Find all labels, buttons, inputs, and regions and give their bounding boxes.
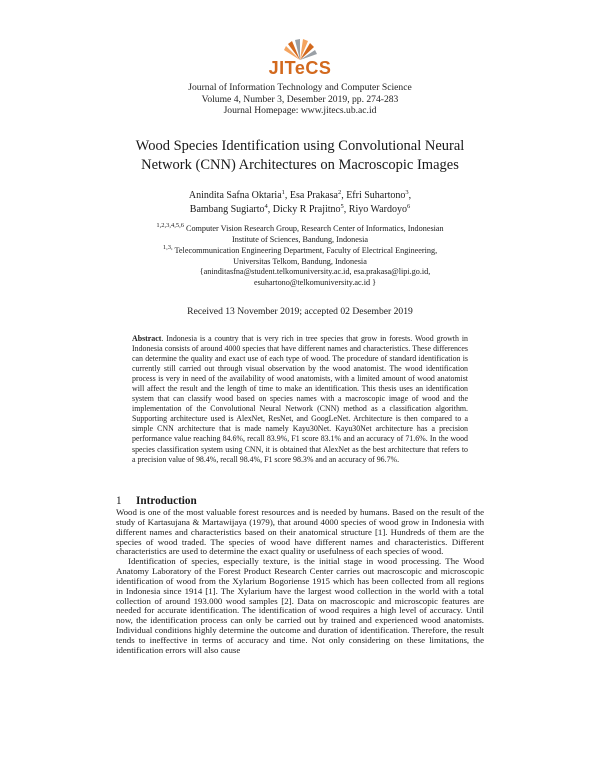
author-list: [150, 189, 450, 217]
author-3: , Efri Suhartono: [341, 190, 406, 201]
paper-title: [90, 137, 510, 175]
paragraph-1: Wood is one of the most valuable forest resources and is needed by humans. Based on the result of the study of Kartasujana & Martawijaya (1979), that around 4000 species of wood grow in Indonesia with different names and characteristics based on their anatomical structure [1]. Hundreds of them are the species of wood traded. The species of wood have different names and characteristics. Different characteristics are used to determine the exact quality or usefulness of each species of wood.: [116, 507, 484, 557]
author-5: , Dicky R Prajitno: [267, 204, 341, 215]
author-1: Anindita Safna Oktaria: [188, 190, 282, 201]
journal-volume: Volume 4, Number 3, Desember 2019, pp. 274-283: [201, 93, 399, 105]
affiliation-1-text: Computer Vision Research Group, Research Center of Informatics, Indonesian Institute of Sciences, Bandung, Indonesia: [183, 224, 444, 244]
journal-homepage: Journal Homepage: www.jitecs.ub.ac.id: [223, 105, 377, 116]
abstract-text: . Indonesia is a country that is very rich in tree species that grow in forests. Wood growth in Indonesia consists of around 4000 species that have different names and characteristics. These differences can determine the quality and exact use of each type of wood. The procedure of standard identification is currently still carried out through visual observation by the wood anatomist. The wood identification process is very in need of the availability of wood anatomists, with a limited amount of wood anatomist will affect the result and the length of time to make an identification. This thesis uses an identification system that can classify wood based on species names with a macroscopic image of wood and the implementation of the Convolutional Neural Network (CNN) method as a classification algorithm. Supporting architecture used is AlexNet, ResNet, and GoogLeNet. Architecture is then compared to a simple CNN architecture that is made namely Kayu30Net. Kayu30Net architecture has a precision performance value reaching 84.6%, recall 83.9%, F1 score 83.1% and an accuracy of 71.6%. In the wood species classification system using CNN, it is obtained that AlexNet as the best architecture that refers to a precision value of 98.4%, recall 98.4%, F1 score 98.3% and an accuracy of 96.7%.: [132, 334, 468, 464]
section-heading: [116, 494, 416, 508]
author-3-tail: ,: [408, 190, 412, 201]
paragraph-2: Identification of species, especially texture, is the initial stage in wood processing. The Wood Anatomy Laboratory of the Forest Product Research Center carries out macroscopic and microscopic identification of wood from the Xylarium Bogoriense 1915 which has been collected from all regions in Indonesia since 1914 [1]. The Xylarium have the largest wood collection in the world with a total collection of around 193.000 wood samples [2]. Data on macroscopic and microscopic features are needed for accurate identification. The identification of wood requires a high level of accuracy. Until now, the identification process can only be carried out by trained and experienced wood anatomists. Individual conditions highly determine the outcome and duration of identification. Therefore, the result tends to ineffective in terms of accuracy and time. Not only considering on these limitations, the identification errors will also cause: [116, 556, 484, 655]
author-2: , Esa Prakasa: [284, 190, 338, 201]
journal-name: Journal of Information Technology and Computer Science: [188, 82, 412, 93]
author-4: Bambang Sugiarto: [189, 204, 265, 215]
author-emails: [190, 267, 440, 288]
journal-logo: [260, 36, 340, 80]
section-number: 1: [116, 495, 122, 507]
title-line-1: Wood Species Identification using Convolutional Neural: [135, 138, 465, 154]
author-line-1: [150, 189, 450, 203]
abstract: [132, 334, 468, 465]
author-6-sup: 6: [406, 203, 411, 210]
received-date: Received 13 November 2019; accepted 02 Desember 2019: [187, 306, 413, 317]
logo-wordmark: JITeCS: [268, 58, 332, 78]
body-text: [116, 508, 484, 656]
affiliation-2-sup: 1,3,: [162, 244, 173, 251]
affiliation-1-sup: 1,2,3,4,5,6: [156, 222, 184, 229]
journal-header: [100, 82, 500, 117]
author-3-sup: 3: [405, 189, 409, 196]
author-line-2: [150, 203, 450, 217]
author-2-sup: 2: [337, 189, 342, 196]
author-6: , Riyo Wardoyo: [343, 204, 407, 215]
email-line-2: esuhartono@telkomuniversity.ac.id }: [253, 277, 377, 287]
abstract-label: Abstract: [132, 334, 162, 343]
affiliation-2-text: Telecommunication Engineering Department, Faculty of Electrical Engineering, Universitas Telkom, Bandung, Indonesia: [172, 246, 438, 266]
email-line-1: {aninditasfna@student.telkomuniversity.ac.id, esa.prakasa@lipi.go.id,: [199, 267, 431, 276]
author-4-sup: 4: [264, 203, 268, 210]
affiliation-1: [155, 224, 445, 245]
author-5-sup: 5: [340, 203, 344, 210]
title-line-2: Network (CNN) Architectures on Macroscopic Images: [141, 157, 459, 173]
affiliation-2: [155, 246, 445, 267]
section-title: Introduction: [136, 495, 197, 507]
author-1-sup: 1: [281, 189, 285, 196]
